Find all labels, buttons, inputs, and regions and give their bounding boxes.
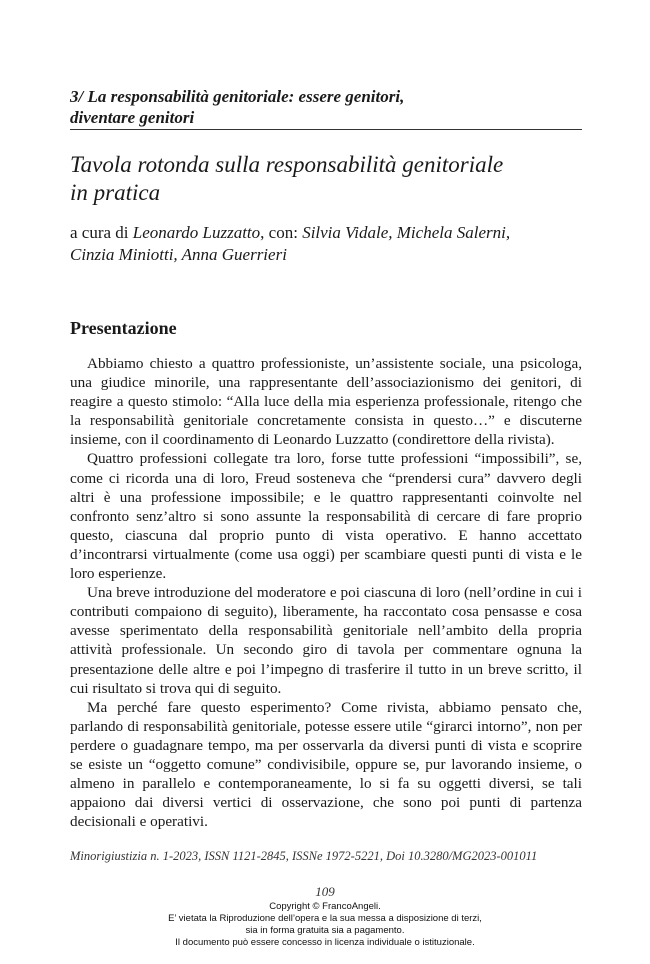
with-prefix: , con:	[260, 223, 303, 242]
page-number: 109	[315, 884, 335, 899]
contributors-line-1: Silvia Vidale, Michela Salerni,	[302, 223, 511, 242]
contributors-line-2: Cinzia Miniotti, Anna Guerrieri	[70, 245, 287, 264]
body-paragraph: Ma perché fare questo esperimento? Come rivista, abbiamo pensato che, parlando di responsabilità genitoriale, potesse essere utile “girarci intorno”, non per perdere o guadagnare tempo, ma per osservarla da diversi punti di vista e scoprire se esiste un “oggetto comune” condivisibile, oppure se, pur lavorando insieme, o almeno in parallelo e contemporaneamente, lo si fa su oggetti diversi, se tali appaiono dai diversi vertici di osservazione, che sono poi punti di partenza decisionali e operativi.	[70, 698, 582, 831]
section-title-line-2: diventare genitori	[70, 108, 195, 127]
body-paragraph: Quattro professioni collegate tra loro, forse tutte professioni “impossibili”, se, come ci ricorda una di loro, Freud sosteneva che “prendersi cura” davvero degli altri è una professione impossibile; e le quattro rappresentanti coinvolte nel confronto senz’altro si sono assunte la responsabilità di cercare di fare proprio questo, ciascuna dal proprio punto di vista operativo. E hanno accettato d’incontrarsi virtualmente (come usa oggi) per scambiare questi punti di vista e le loro esperienze.	[70, 450, 582, 583]
editor-name: Leonardo Luzzatto	[132, 223, 261, 242]
section-header	[70, 86, 582, 128]
authors-line-2	[70, 244, 582, 266]
section-title-line-1: 3/ La responsabilità genitoriale: essere genitori,	[70, 87, 405, 106]
copyright-line: Copyright © FrancoAngeli.	[269, 901, 381, 912]
article-title-line-1: Tavola rotonda sulla responsabilità genitoriale	[70, 152, 504, 177]
curated-prefix: a cura di	[70, 223, 133, 242]
article-title-line-2: in pratica	[70, 180, 161, 205]
authors-line-1	[70, 222, 582, 244]
article-title	[70, 151, 582, 207]
copyright-notice	[0, 901, 650, 949]
presentation-heading: Presentazione	[70, 318, 177, 338]
journal-citation: Minorigiustizia n. 1-2023, ISSN 1121-2845, ISSNe 1972-5221, Doi 10.3280/MG2023-001011	[70, 849, 538, 863]
article-authors	[70, 222, 582, 266]
copyright-line: E’ vietata la Riproduzione dell’opera e la sua messa a disposizione di terzi,	[168, 913, 482, 924]
section-divider	[70, 129, 582, 130]
body-paragraph: Abbiamo chiesto a quattro professioniste, un’assistente sociale, una psicologa, una giudice minorile, una rappresentante dell’associazionismo dei genitori, di reagire a questo stimolo: “Alla luce della mia esperienza professionale, ritengo che la responsabilità genitoriale concretamente consista in questo…” e discuterne insieme, con il coordinamento di Leonardo Luzzatto (condirettore della rivista).	[70, 355, 582, 449]
presentation-body	[70, 354, 582, 831]
body-paragraph: Una breve introduzione del moderatore e poi ciascuna di loro (nell’ordine in cui i contributi compaiono di seguito), liberamente, ha raccontato cosa pensasse e cosa avesse sperimentato della responsabilità genitoriale nell’ambito della propria attività professionale. Un secondo giro di tavola per commentare ognuna la presentazione delle altre e poi l’impegno di trasferire il tutto in un breve scritto, il cui risultato si trova qui di seguito.	[70, 584, 582, 697]
copyright-line: Il documento può essere concesso in licenza individuale o istituzionale.	[175, 937, 475, 948]
copyright-line: sia in forma gratuita sia a pagamento.	[245, 925, 405, 936]
